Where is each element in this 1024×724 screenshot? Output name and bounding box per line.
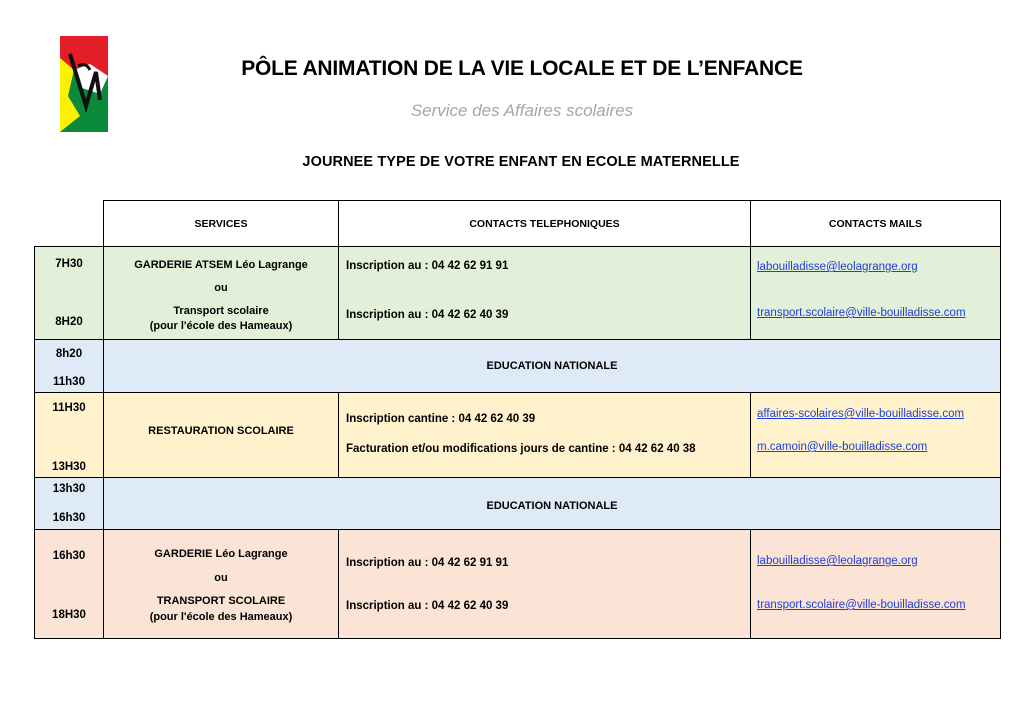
row1-mail-2-link[interactable]: transport.scolaire@ville-bouilladisse.com bbox=[757, 307, 966, 319]
row3-phone-1: Inscription cantine : 04 42 62 40 39 bbox=[346, 413, 536, 425]
row3-mail-2-link[interactable]: m.camoin@ville-bouilladisse.com bbox=[757, 441, 928, 453]
row1-phone-1: Inscription au : 04 42 62 91 91 bbox=[346, 260, 509, 272]
row1-mail-1-link[interactable]: labouilladisse@leolagrange.org bbox=[757, 261, 918, 273]
row5-mail-1-link[interactable]: labouilladisse@leolagrange.org bbox=[757, 555, 918, 567]
row3-mail-cell bbox=[750, 392, 1001, 478]
row3-phone-2: Facturation et/ou modifications jours de cantine : 04 42 62 40 38 bbox=[346, 443, 696, 455]
row3-mail-1-link[interactable]: affaires-scolaires@ville-bouilladisse.com bbox=[757, 408, 965, 420]
row1-service-a: GARDERIE ATSEM Léo Lagrange bbox=[134, 259, 308, 271]
row5-phone-1: Inscription au : 04 42 62 91 91 bbox=[346, 557, 509, 569]
header-mails bbox=[750, 200, 1001, 247]
row2-time-end: 11h30 bbox=[53, 376, 85, 388]
row1-service-cell bbox=[103, 246, 339, 340]
section-heading: JOURNEE TYPE DE VOTRE ENFANT EN ECOLE MATERNELLE bbox=[302, 154, 740, 170]
row4-time-start: 13h30 bbox=[52, 483, 86, 495]
header-phones-label: CONTACTS TELEPHONIQUES bbox=[469, 217, 620, 230]
row3-time-start: 11H30 bbox=[52, 402, 86, 414]
row5-service-b-line2: (pour l'école des Hameaux) bbox=[149, 611, 293, 623]
row3-time-cell bbox=[34, 392, 104, 478]
row3-time-end: 13H30 bbox=[52, 461, 86, 473]
row5-service-b-line1: TRANSPORT SCOLAIRE bbox=[156, 595, 286, 607]
row1-or: ou bbox=[214, 282, 228, 294]
row1-mail-cell bbox=[750, 246, 1001, 340]
row5-time-cell bbox=[34, 529, 104, 639]
row5-time-end: 18H30 bbox=[52, 609, 86, 621]
row5-service-cell bbox=[103, 529, 339, 639]
row1-time-cell bbox=[34, 246, 104, 340]
row1-service-b-line2: (pour l'école des Hameaux) bbox=[149, 320, 293, 332]
header-mails-label: CONTACTS MAILS bbox=[828, 217, 923, 230]
row1-time-end: 8H20 bbox=[55, 316, 83, 328]
header-services-label: SERVICES bbox=[194, 217, 248, 230]
row5-or: ou bbox=[214, 572, 228, 584]
row4-label-cell bbox=[103, 477, 1001, 530]
row5-mail-2-link[interactable]: transport.scolaire@ville-bouilladisse.com bbox=[757, 599, 966, 611]
row3-phone-cell bbox=[338, 392, 751, 478]
row1-service-b-line1: Transport scolaire bbox=[173, 305, 269, 317]
row5-phone-2: Inscription au : 04 42 62 40 39 bbox=[346, 600, 509, 612]
row5-time-start: 16h30 bbox=[52, 550, 86, 562]
row5-phone-cell bbox=[338, 529, 751, 639]
header-phones bbox=[338, 200, 751, 247]
row5-service-a: GARDERIE Léo Lagrange bbox=[154, 548, 288, 560]
row4-label: EDUCATION NATIONALE bbox=[486, 500, 618, 512]
row2-label-cell bbox=[103, 339, 1001, 393]
row2-time-cell bbox=[34, 339, 104, 393]
row4-time-cell bbox=[34, 477, 104, 530]
page-subtitle: Service des Affaires scolaires bbox=[410, 101, 634, 120]
page-title: PÔLE ANIMATION DE LA VIE LOCALE ET DE L’ENFANCE bbox=[241, 57, 803, 80]
row5-mail-cell bbox=[750, 529, 1001, 639]
row2-time-start: 8h20 bbox=[55, 348, 83, 360]
row3-service: RESTAURATION SCOLAIRE bbox=[148, 425, 294, 437]
row1-phone-cell bbox=[338, 246, 751, 340]
row1-time-start: 7H30 bbox=[55, 258, 83, 270]
row2-label: EDUCATION NATIONALE bbox=[486, 360, 618, 372]
row1-phone-2: Inscription au : 04 42 62 40 39 bbox=[346, 309, 509, 321]
header-services bbox=[103, 200, 339, 247]
row3-service-cell bbox=[103, 392, 339, 478]
row4-time-end: 16h30 bbox=[52, 512, 86, 524]
